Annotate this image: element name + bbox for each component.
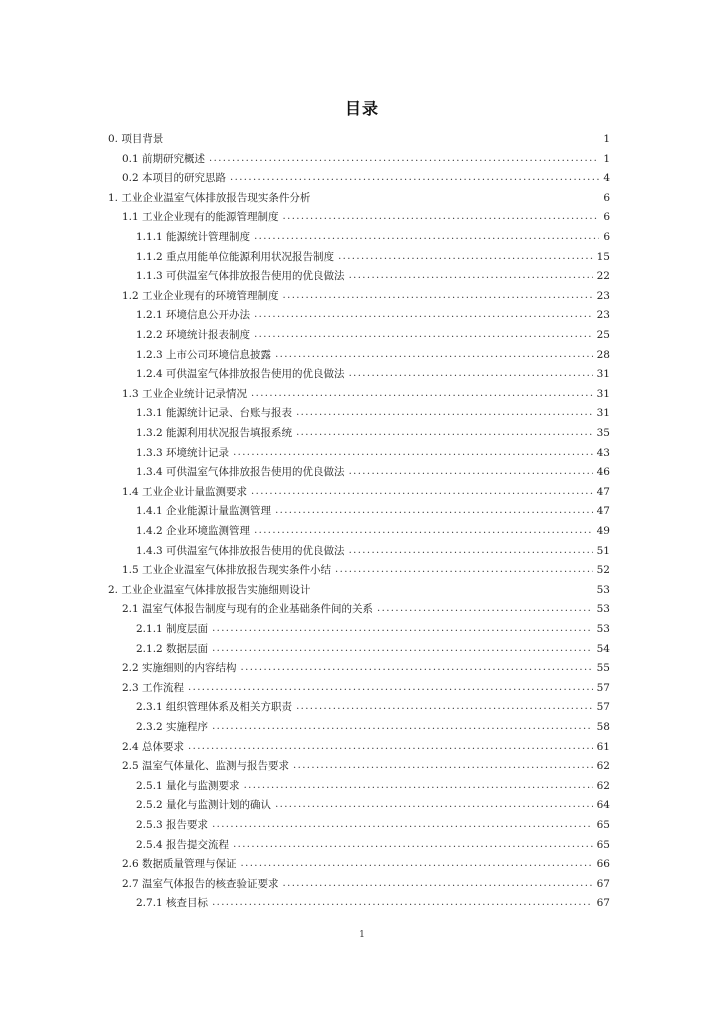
toc-entry[interactable] [108,659,610,675]
toc-entry-page: 53 [596,583,610,596]
toc-entry-label: 0.2 本项目的研究思路 [122,172,227,185]
toc-entry-page: 57 [596,681,610,694]
toc-entry-label: 1. 工业企业温室气体排放报告现实条件分析 [108,191,311,204]
toc-dot-leader [212,622,593,636]
toc-dot-leader [233,446,593,460]
toc-entry-page: 1 [603,152,610,165]
toc-entry-label: 1.3.2 能源利用状况报告填报系统 [136,427,293,439]
toc-entry-page: 64 [596,799,610,812]
toc-dot-leader [233,838,593,852]
toc-dot-leader [338,250,593,264]
toc-entry-page: 46 [596,466,610,479]
toc-entry-page: 6 [603,231,610,243]
toc-entry-label: 2.2 实施细则的内容结构 [122,662,237,675]
toc-title: 目录 [344,99,379,118]
toc-entry-page: 51 [596,544,610,557]
toc-entry[interactable] [108,816,610,832]
toc-entry[interactable] [108,267,610,283]
toc-entry[interactable] [108,875,610,891]
toc-entry[interactable] [108,404,610,420]
toc-entry[interactable] [108,150,610,166]
toc-entry-page: 31 [596,407,610,420]
toc-entry[interactable] [108,208,610,224]
toc-dot-leader [241,857,593,871]
toc-entry[interactable] [108,894,610,910]
toc-dot-leader [349,465,593,479]
toc-entry-page: 61 [596,740,610,753]
toc-entry-page: 4 [603,172,610,185]
toc-dot-leader [241,661,593,675]
toc-entry-label: 1.3 工业企业统计记录情况 [122,387,248,400]
toc-dot-leader [349,367,593,381]
toc-entry[interactable] [108,287,610,303]
toc-entry-page: 15 [596,250,610,263]
toc-entry-label: 2.5.3 报告要求 [136,819,209,831]
toc-entry-label: 2. 工业企业温室气体排放报告实施细则设计 [108,583,311,596]
toc-dot-leader [275,504,593,518]
toc-entry-label: 1.3.3 环境统计记录 [136,446,230,459]
toc-dot-leader [335,563,593,577]
toc-entry[interactable] [108,424,610,440]
toc-entry-label: 2.3.2 实施程序 [136,721,209,733]
toc-dot-leader [212,642,593,656]
toc-entry-page: 52 [596,564,610,577]
toc-entry[interactable] [108,757,610,773]
toc-entry[interactable] [108,385,610,401]
toc-entry[interactable] [108,189,610,205]
toc-entry[interactable] [108,855,610,871]
page-number: 1 [359,930,365,940]
toc-entry-label: 2.1.1 制度层面 [136,623,209,635]
toc-entry-page: 22 [596,270,610,283]
toc-dot-leader [254,328,593,342]
toc-entry-label: 1.2.1 环境信息公开办法 [136,309,251,322]
toc-entry-label: 1.2.2 环境统计报表制度 [136,329,251,341]
toc-dot-leader [377,602,593,616]
toc-entry-page: 1 [603,133,610,145]
toc-entry-page: 47 [596,485,610,498]
toc-dot-leader [254,230,599,244]
toc-entry-page: 47 [596,505,610,518]
toc-entry-label: 2.5.2 量化与监测计划的确认 [136,799,272,812]
toc-entry[interactable] [108,620,610,636]
toc-entry-label: 1.5 工业企业温室气体排放报告现实条件小结 [122,564,332,577]
toc-entry-label: 1.4.3 可供温室气体排放报告使用的优良做法 [136,544,345,557]
toc-entry-label: 1.3.1 能源统计记录、台账与报表 [136,407,293,420]
toc-entry-label: 1.1.2 重点用能单位能源利用状况报告制度 [136,250,335,263]
toc-entry-label: 1.3.4 可供温室气体排放报告使用的优良做法 [136,466,345,479]
toc-entry[interactable] [108,738,610,754]
toc-entry-label: 2.7 温室气体报告的核查验证要求 [122,877,279,890]
toc-entry[interactable] [108,522,610,538]
toc-entry-page: 62 [596,779,610,792]
toc-dot-leader [293,759,593,773]
toc-dot-leader [254,524,593,538]
toc-dot-leader [283,289,593,303]
toc-entry-page: 66 [596,858,610,871]
toc-entry[interactable] [108,228,610,244]
toc-entry-label: 1.2.3 上市公司环境信息披露 [136,348,272,361]
toc-entry-page: 62 [596,760,610,773]
toc-entry-label: 2.5.1 量化与监测要求 [136,779,240,792]
toc-entry-page: 43 [596,446,610,459]
toc-entry-page: 65 [596,838,610,851]
toc-entry-label: 2.4 总体要求 [122,740,185,753]
toc-entry[interactable] [108,248,610,264]
toc-dot-leader [188,740,593,754]
toc-entry[interactable] [108,346,610,362]
toc-entry-label: 1.2 工业企业现有的环境管理制度 [122,289,279,302]
toc-entry[interactable] [108,718,610,734]
toc-dot-leader [212,818,593,832]
toc-entry[interactable] [108,130,610,146]
toc-entry-page: 55 [596,662,610,675]
toc-entry[interactable] [108,581,610,597]
toc-entry-page: 35 [596,427,610,439]
toc-entry[interactable] [108,463,610,479]
toc-entry[interactable] [108,796,610,812]
toc-entry-label: 2.5 温室气体量化、监测与报告要求 [122,760,290,773]
toc-entry-label: 1.2.4 可供温室气体排放报告使用的优良做法 [136,368,345,381]
toc-entry-label: 1.1.3 可供温室气体排放报告使用的优良做法 [136,270,345,283]
toc-entry[interactable] [108,561,610,577]
toc-entry-label: 2.1.2 数据层面 [136,642,209,655]
toc-dot-leader [275,798,593,812]
toc-entry-label: 2.5.4 报告提交流程 [136,838,230,851]
toc-entry-page: 49 [596,525,610,537]
toc-dot-leader [230,171,599,185]
toc-entry[interactable] [108,169,610,185]
toc-entry[interactable] [108,365,610,381]
toc-dot-leader [251,387,593,401]
toc-entry-page: 25 [596,329,610,341]
toc-entry[interactable] [108,698,610,714]
toc-dot-leader [349,269,593,283]
toc-entry-label: 1.4.2 企业环境监测管理 [136,525,251,537]
toc-entry-label: 1.4.1 企业能源计量监测管理 [136,505,272,518]
toc-entry[interactable] [108,836,610,852]
toc-entry-page: 57 [596,701,610,714]
toc-entry-page: 65 [596,819,610,831]
toc-entry-page: 6 [603,211,610,224]
toc-dot-leader [212,720,593,734]
toc-entry-page: 31 [596,387,610,400]
toc-dot-leader [275,348,593,362]
toc-dot-leader [296,406,593,420]
toc-entry-label: 1.1 工业企业现有的能源管理制度 [122,211,279,224]
toc-entry[interactable] [108,640,610,656]
toc-dot-leader [251,485,593,499]
toc-entry[interactable] [108,502,610,518]
toc-entry[interactable] [108,326,610,342]
toc-entry-label: 2.6 数据质量管理与保证 [122,858,237,871]
toc-entry-label: 0. 项目背景 [108,133,164,145]
toc-entry-label: 2.3 工作流程 [122,681,185,694]
toc-entry[interactable] [108,600,610,616]
toc-entry[interactable] [108,679,610,695]
toc-entry-page: 58 [596,721,610,733]
toc-entry-page: 67 [596,897,610,910]
toc-dot-leader [349,544,593,558]
toc-entry-page: 53 [596,623,610,635]
toc-entry-page: 23 [596,309,610,322]
toc-dot-leader [283,210,600,224]
toc-entry-label: 1.4 工业企业计量监测要求 [122,485,248,498]
toc-entry[interactable] [108,306,610,322]
toc-dot-leader [296,700,593,714]
toc-entry-label: 2.1 温室气体报告制度与现有的企业基础条件间的关系 [122,603,374,616]
toc-dot-leader [188,681,593,695]
toc-dot-leader [209,152,599,166]
toc-entry[interactable] [108,444,610,460]
toc-entry-page: 23 [596,289,610,302]
toc-entry-page: 54 [596,642,610,655]
toc-entry-page: 53 [596,603,610,616]
toc-dot-leader [254,308,593,322]
toc-entry[interactable] [108,777,610,793]
toc-entry-page: 67 [596,877,610,890]
toc-entry-label: 2.3.1 组织管理体系及相关方职责 [136,701,293,714]
toc-entry-label: 1.1.1 能源统计管理制度 [136,231,251,243]
toc-dot-leader [244,779,593,793]
toc-entry-label: 0.1 前期研究概述 [122,152,206,165]
toc-dot-leader [296,426,593,440]
toc-entry[interactable] [108,542,610,558]
toc-entry-page: 6 [603,191,610,204]
toc-entry-label: 2.7.1 核查目标 [136,897,209,910]
toc-entry[interactable] [108,483,610,499]
toc-entry-page: 28 [596,348,610,361]
toc-dot-leader [212,896,593,910]
toc-dot-leader [283,877,593,891]
toc-entry-page: 31 [596,368,610,381]
